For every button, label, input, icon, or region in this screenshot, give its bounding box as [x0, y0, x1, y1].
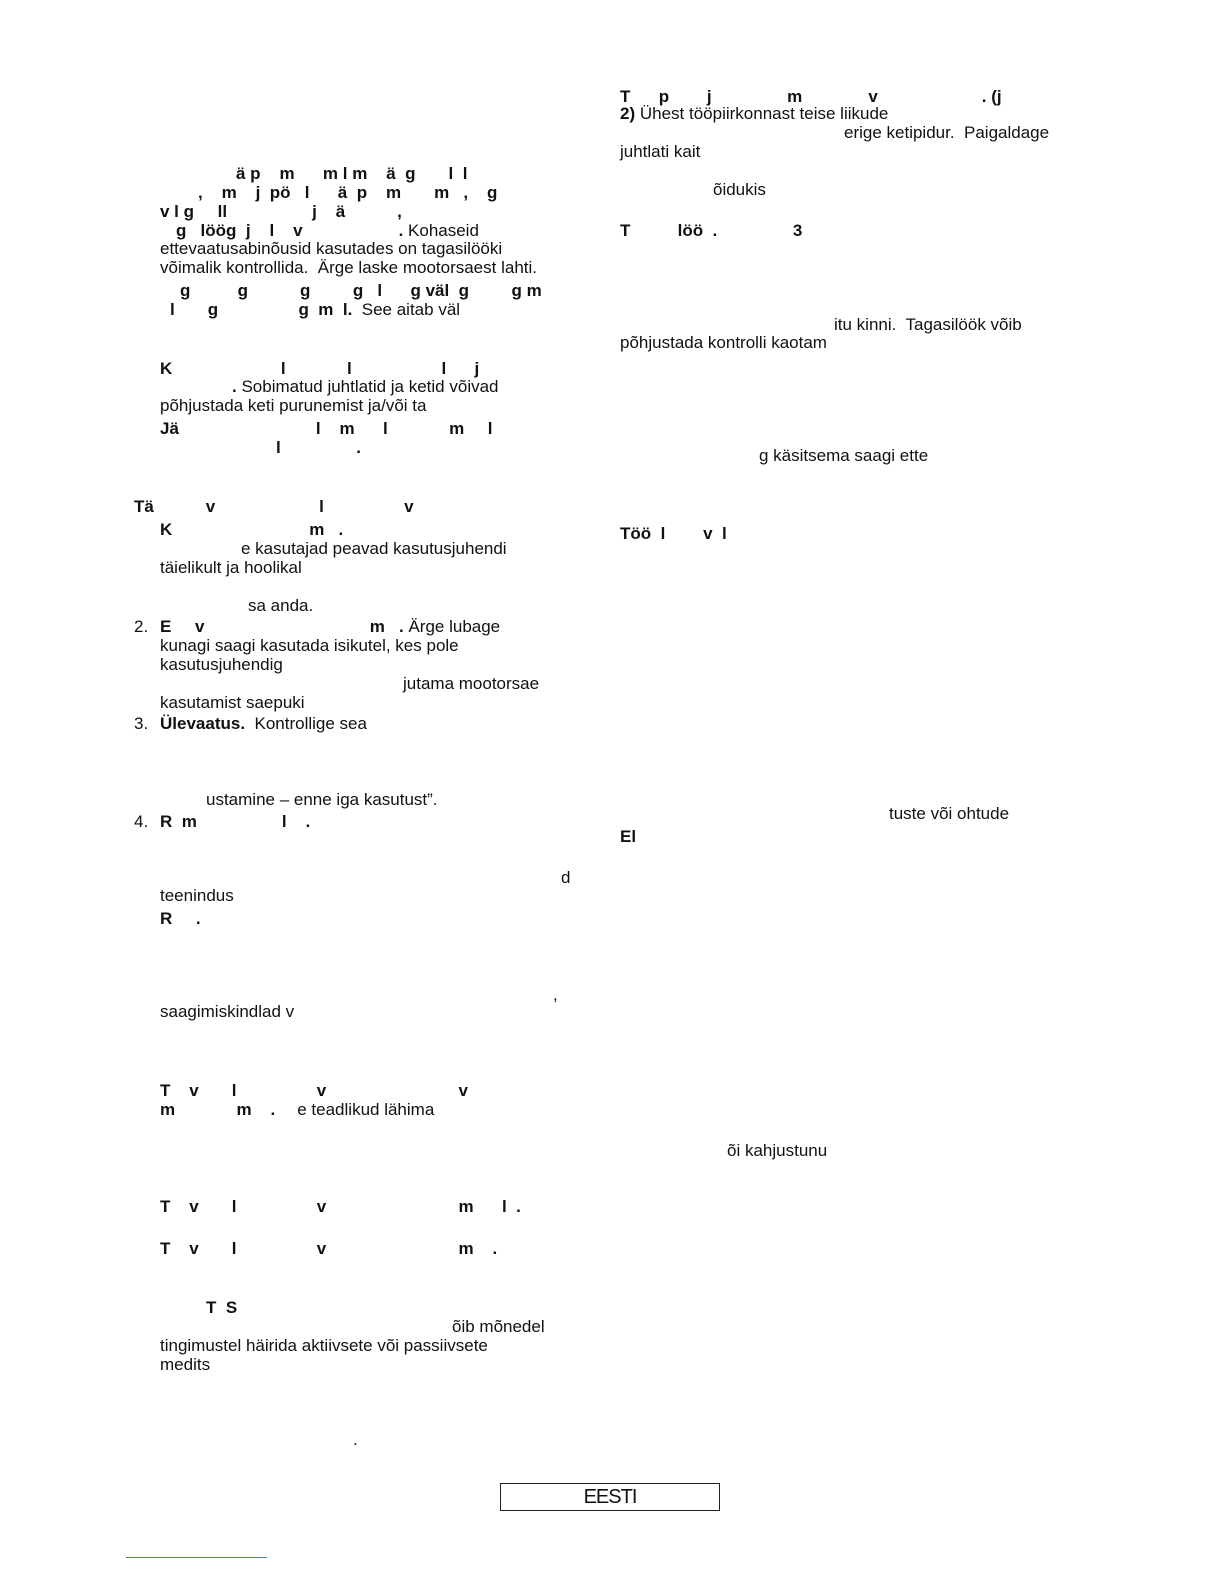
- item-1-text-3: sa anda.: [248, 596, 314, 615]
- right-line-7: itu kinni. Tagasilöök võib: [834, 315, 1022, 334]
- tip-1-line-2: [160, 1100, 434, 1119]
- right-line-2-text: Ühest tööpiirkonnast teise liikude: [635, 104, 889, 123]
- item-2-text-3: jutama mootorsae: [403, 674, 540, 693]
- left-line-4-text: Kohaseid: [403, 221, 479, 240]
- left-line-11: põhjustada keti purunemist ja/või ta: [160, 396, 427, 415]
- safety-text-1: õib mõnedel: [452, 1317, 545, 1336]
- language-label-box: [500, 1483, 720, 1511]
- item-3-text-1: ustamine – enne iga kasutust”.: [206, 790, 438, 809]
- safety-text-4: .: [353, 1430, 358, 1449]
- right-heading-2: T löö . 3: [620, 221, 803, 240]
- section-heading: Tä v l v: [134, 497, 414, 516]
- left-line-7: g g g g l g väl g g m: [180, 281, 542, 300]
- left-line-9: K l l l j: [160, 359, 480, 378]
- item-4-text-3: R .: [160, 909, 201, 928]
- right-line-12: El: [620, 827, 637, 846]
- right-line-9: g käsitsema saagi ette: [759, 446, 929, 465]
- tip-1-bold: m m .: [160, 1100, 276, 1119]
- left-line-4: [176, 221, 479, 240]
- right-line-1: T p j m v . (j: [620, 87, 1002, 106]
- item-3-text-0: Kontrollige sea: [245, 714, 367, 733]
- tip-1-text: e teadlikud lähima: [297, 1100, 435, 1119]
- left-line-6: võimalik kontrollida. Ärge laske mootorsaest lahti.: [160, 258, 537, 277]
- left-line-2: , m j pö l ä p m m , g: [198, 183, 498, 202]
- left-line-12: Jä l m l m l: [160, 419, 493, 438]
- item-4-text-4: ,: [553, 985, 558, 1004]
- right-line-3: erige ketipidur. Paigaldage: [844, 123, 1050, 142]
- right-line-5: õidukis: [713, 180, 766, 199]
- left-line-10-dot: .: [232, 377, 237, 396]
- left-line-1: ä p m m l m ä g l l: [236, 164, 468, 183]
- item-2-bold: E v m .: [160, 617, 404, 636]
- item-1-text-1: e kasutajad peavad kasutusjuhendi: [241, 539, 507, 558]
- left-line-3: v l g ll j ä ,: [160, 202, 402, 221]
- left-line-13: l .: [276, 438, 362, 457]
- item-2-text-0: Ärge lubage: [403, 617, 501, 636]
- item-2-text-1: kunagi saagi kasutada isikutel, kes pole: [160, 636, 459, 655]
- right-line-8: põhjustada kontrolli kaotam: [620, 333, 827, 352]
- right-line-2: [620, 104, 888, 123]
- right-line-4: juhtlati kait: [620, 142, 701, 161]
- left-line-10: [232, 377, 499, 396]
- item-2-text-4: kasutamist saepuki: [160, 693, 305, 712]
- tip-3: T v l v m .: [160, 1239, 498, 1258]
- left-line-4-dot: .: [398, 221, 404, 240]
- item-4-title: R m l .: [160, 812, 311, 831]
- item-1-title: K m .: [160, 520, 344, 539]
- right-line-2-bold: 2): [620, 104, 636, 123]
- left-line-10-text: Sobimatud juhtlatid ja ketid võivad: [236, 377, 499, 396]
- language-label: EESTI: [583, 1486, 637, 1508]
- item-3-title: [160, 714, 367, 733]
- safety-text-2: tingimustel häirida aktiivsete või passiivsete: [160, 1336, 488, 1355]
- item-4-text-2: teenindus: [160, 886, 234, 905]
- right-line-13: õi kahjustunu: [727, 1141, 828, 1160]
- right-heading-3: Töö l v l: [620, 524, 727, 543]
- item-2-title: [160, 617, 500, 636]
- item-3-bold: Ülevaatus.: [160, 714, 246, 733]
- left-line-8-bold: l g g m l.: [170, 300, 353, 319]
- right-line-11: tuste või ohtude: [889, 804, 1010, 823]
- footer-rule: [126, 1557, 267, 1558]
- safety-title: T S: [206, 1298, 238, 1317]
- item-4-text-5: saagimiskindlad v: [160, 1002, 295, 1021]
- item-3-number: 3.: [134, 714, 149, 733]
- left-line-5: ettevaatusabinõusid kasutades on tagasilööki: [160, 239, 503, 258]
- item-1-text-2: täielikult ja hoolikal: [160, 558, 302, 577]
- item-4-number: 4.: [134, 812, 149, 831]
- left-line-8: [170, 300, 460, 319]
- item-2-number: 2.: [134, 617, 149, 636]
- tip-2: T v l v m l .: [160, 1197, 521, 1216]
- item-2-text-2: kasutusjuhendig: [160, 655, 283, 674]
- left-line-4-bold: g löög j l v: [176, 221, 303, 240]
- safety-text-3: medits: [160, 1355, 211, 1374]
- left-line-8-text: See aitab väl: [352, 300, 461, 319]
- item-4-text-1: d: [561, 868, 571, 887]
- tip-1-line-1: T v l v v: [160, 1081, 468, 1100]
